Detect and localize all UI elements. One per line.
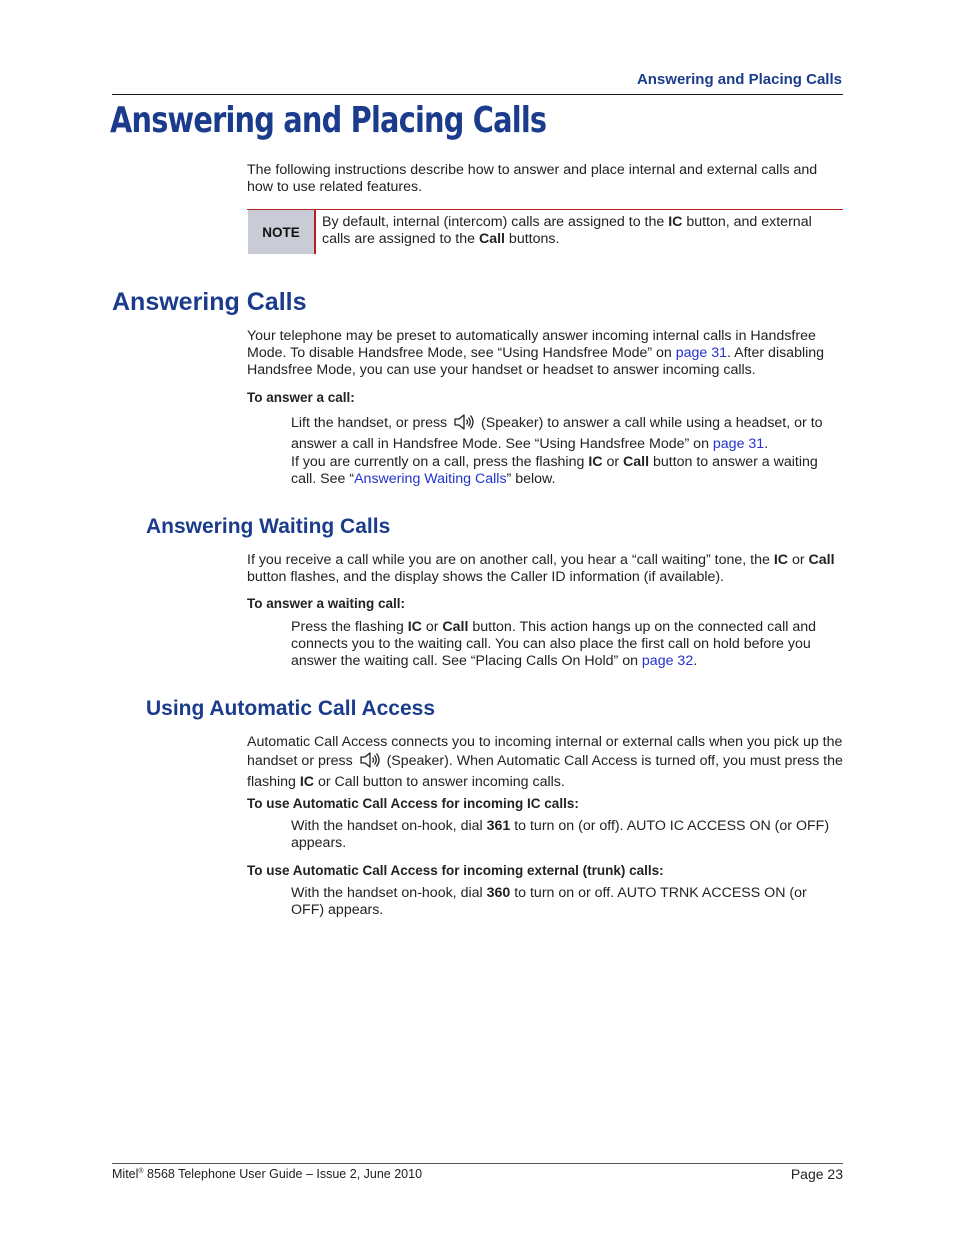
running-header (112, 70, 843, 95)
step-dial-361: With the handset on-hook, dial 361 to turn on (or off). AUTO IC ACCESS ON (or OFF) appears. (291, 818, 830, 851)
step-press-flashing: Press the flashing IC or Call button. This action hangs up on the connected call and connects you to the waiting call. You can also place the first call on hold before you answer the waiting call. See “Placing Calls On Hold” on page 32. (291, 619, 817, 669)
note-box (247, 209, 843, 254)
heading-automatic-call-access: Using Automatic Call Access (146, 697, 436, 720)
chapter-title: Answering and Placing Calls (110, 100, 547, 141)
label-auto-trunk-access: To use Automatic Call Access for incoming external (trunk) calls: (247, 863, 664, 878)
intro-paragraph: The following instructions describe how to answer and place internal and external calls and how to use related features. (247, 162, 818, 195)
footer-guide-title: Mitel® 8568 Telephone User Guide – Issue 2, June 2010 (112, 1167, 423, 1181)
label-to-answer-a-call: To answer a call: (247, 390, 355, 405)
speaker-icon (359, 751, 381, 774)
step-dial-360: With the handset on-hook, dial 360 to turn on or off. AUTO TRNK ACCESS ON (or OFF) appears. (291, 885, 807, 918)
note-divider (314, 210, 316, 254)
link-page-31-step[interactable]: page 31 (712, 436, 765, 452)
speaker-icon (453, 413, 475, 436)
label-to-answer-waiting-call: To answer a waiting call: (247, 596, 406, 611)
step-answer-call: Lift the handset, or press (Speaker) to answer a call while using a headset, or to answer a call in Handsfree Mode. See “Using Handsfree Mode” on page 31. (291, 415, 823, 452)
link-answering-waiting-calls[interactable]: Answering Waiting Calls (354, 471, 507, 487)
heading-answering-waiting-calls: Answering Waiting Calls (146, 515, 391, 538)
note-label: NOTE (248, 210, 314, 254)
answering-calls-paragraph: Your telephone may be preset to automatically answer incoming internal calls in Handsfree Mode. To disable Handsfree Mode, see “Using Handsfree Mode” on page 31. After disabling Handsfree Mode, you can use your handset or headset to answer incoming calls. (247, 328, 825, 378)
note-text: By default, internal (intercom) calls are assigned to the IC button, and external calls are assigned to the Call buttons. (322, 214, 812, 247)
link-page-31[interactable]: page 31 (675, 345, 728, 361)
footer-divider (112, 1163, 843, 1164)
waiting-calls-paragraph: If you receive a call while you are on another call, you hear a “call waiting” tone, the IC or Call button flashes, and the display shows the Caller ID information (if available). (247, 552, 835, 585)
label-auto-ic-access: To use Automatic Call Access for incoming IC calls: (247, 796, 579, 811)
running-header-title: Answering and Placing Calls (636, 71, 842, 88)
link-page-32[interactable]: page 32 (641, 653, 694, 669)
footer-page-number: Page 23 (790, 1166, 843, 1182)
auto-access-paragraph: Automatic Call Access connects you to incoming internal or external calls when you pick up the handset or press (Speaker). When Automatic Call Access is turned off, you must press the flashing IC or Call button to answer incoming calls. (247, 734, 843, 790)
step-answer-waiting: If you are currently on a call, press the flashing IC or Call button to answer a waiting call. See “Answering Waiting Calls” below. (291, 454, 818, 487)
heading-answering-calls: Answering Calls (112, 288, 307, 316)
